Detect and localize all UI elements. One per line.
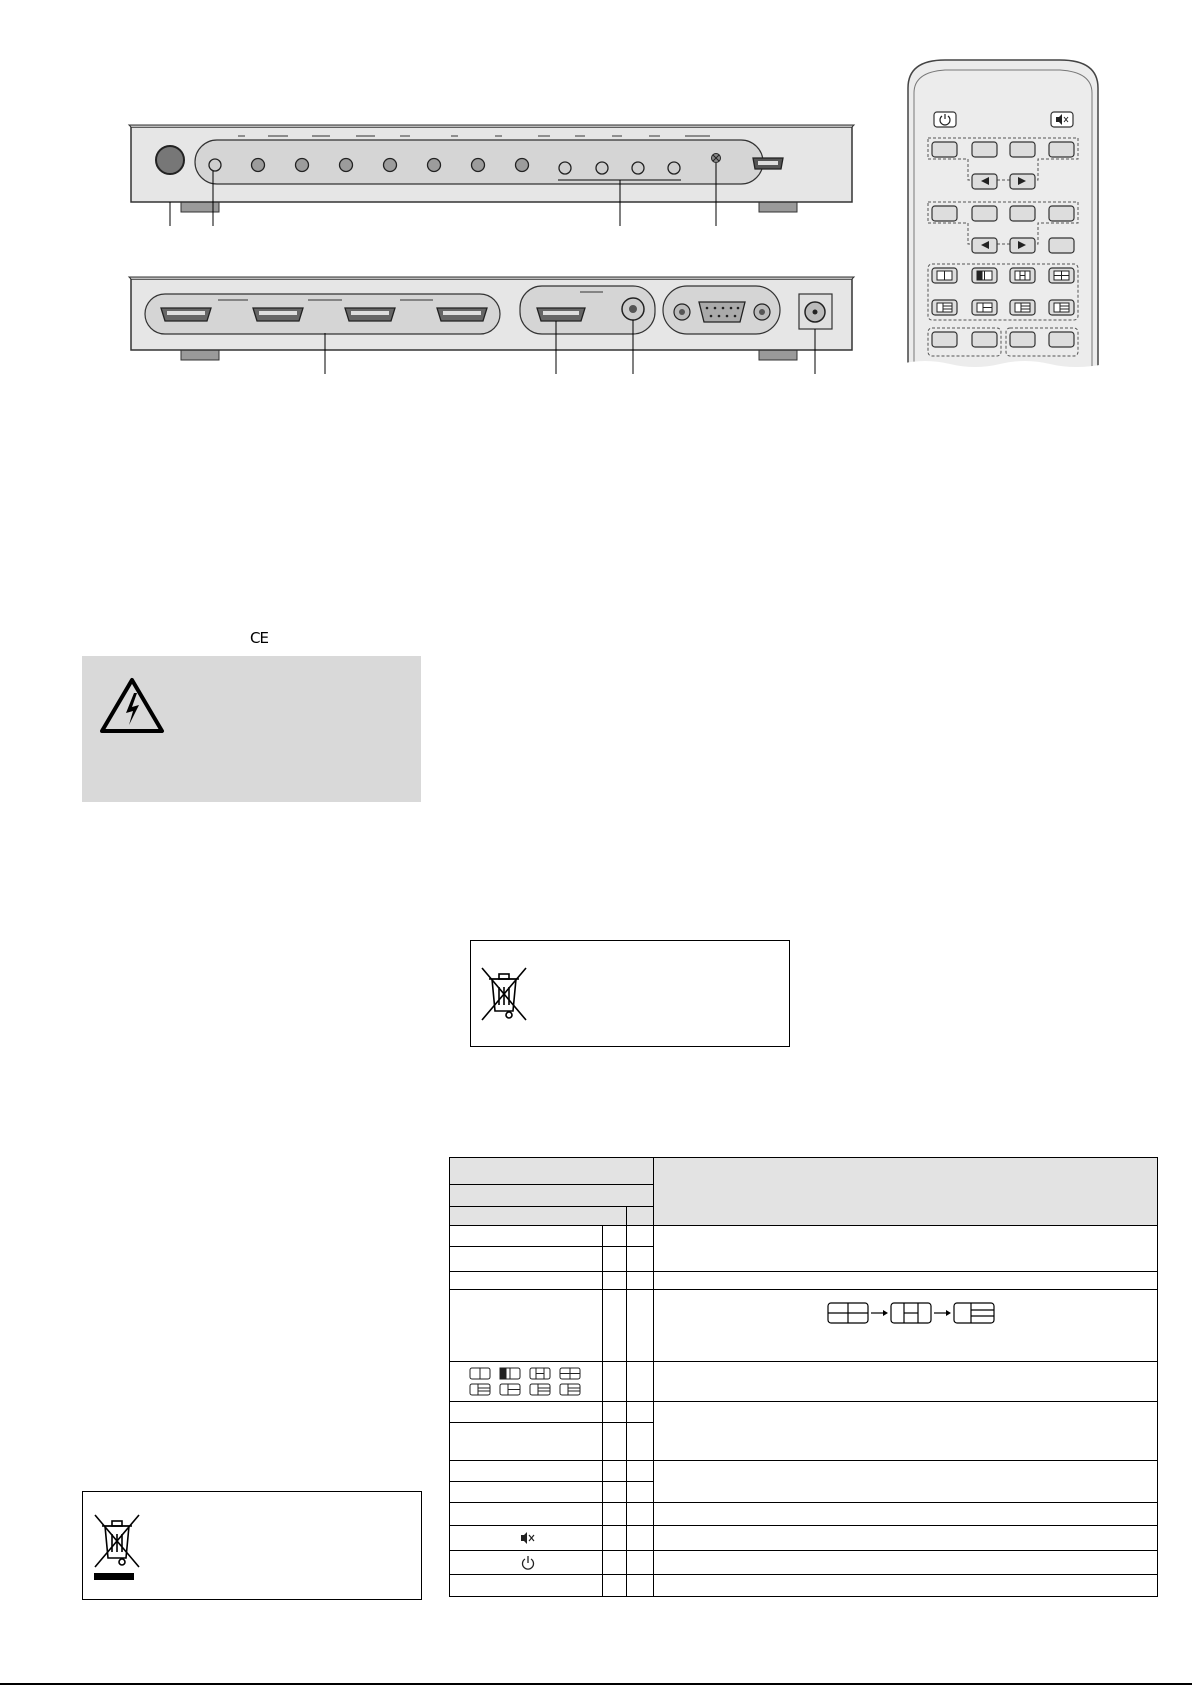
table-row: [450, 1503, 1158, 1526]
table-header-top: [450, 1158, 654, 1185]
weee-black-bar: [94, 1573, 134, 1580]
crossed-out-wheelie-bin-icon: [92, 1512, 142, 1582]
front-foot-right: [759, 202, 797, 212]
remote-bottom-3[interactable]: [1010, 332, 1035, 347]
table-row: [450, 1526, 1158, 1551]
front-button-3[interactable]: [340, 159, 353, 172]
power-icon: [520, 1555, 536, 1571]
table-row: [450, 1290, 1158, 1362]
table-row: [450, 1402, 1158, 1423]
remote-input-1[interactable]: [932, 142, 957, 157]
device-front-panel-figure: [125, 120, 860, 235]
layout-button-icons: [469, 1366, 589, 1398]
function-table: [449, 1157, 1158, 1597]
table-row: [450, 1551, 1158, 1575]
layout-sequence-diagram: [827, 1300, 1007, 1326]
input-led-3: [632, 162, 644, 174]
input-led-2: [596, 162, 608, 174]
table-row: [450, 1272, 1158, 1290]
remote-bottom-2[interactable]: [972, 332, 997, 347]
device-rear-panel-figure: [125, 272, 860, 382]
crossed-out-wheelie-bin-icon: [479, 965, 529, 1023]
remote-input-3[interactable]: [1010, 142, 1035, 157]
table-row: [450, 1362, 1158, 1402]
weee-notice-box-middle: [470, 940, 790, 1047]
input-led-4: [668, 162, 680, 174]
rs232-port: [699, 302, 745, 322]
remote-input-4[interactable]: [1049, 142, 1074, 157]
remote-audio-1[interactable]: [932, 206, 957, 221]
table-header-middle: [450, 1185, 654, 1207]
table-row: [450, 1461, 1158, 1482]
ce-mark: CE: [250, 629, 268, 647]
table-header-function: [654, 1158, 1158, 1226]
front-button-5[interactable]: [428, 159, 441, 172]
front-button-4[interactable]: [384, 159, 397, 172]
remote-audio-2[interactable]: [972, 206, 997, 221]
weee-notice-box-bottom: [82, 1491, 422, 1600]
front-button-1[interactable]: [252, 159, 265, 172]
table-row: [450, 1226, 1158, 1247]
remote-bottom-4[interactable]: [1049, 332, 1074, 347]
remote-input-2[interactable]: [972, 142, 997, 157]
table-header-remote-col: [450, 1207, 627, 1226]
table-header-device-col: [627, 1207, 654, 1226]
front-button-7[interactable]: [516, 159, 529, 172]
input-led-1: [559, 162, 571, 174]
high-voltage-warning-icon: [99, 677, 165, 735]
front-button-2[interactable]: [296, 159, 309, 172]
remote-bottom-1[interactable]: [932, 332, 957, 347]
table-row: [450, 1575, 1158, 1597]
remote-audio-4[interactable]: [1049, 206, 1074, 221]
power-led: [209, 159, 221, 171]
ir-sensor: [156, 146, 184, 174]
remote-control-figure: [900, 58, 1105, 368]
remote-audio-3[interactable]: [1010, 206, 1035, 221]
remote-extra-button[interactable]: [1049, 238, 1074, 253]
front-button-6[interactable]: [472, 159, 485, 172]
mute-icon: [520, 1531, 536, 1545]
warning-box: [82, 656, 421, 802]
